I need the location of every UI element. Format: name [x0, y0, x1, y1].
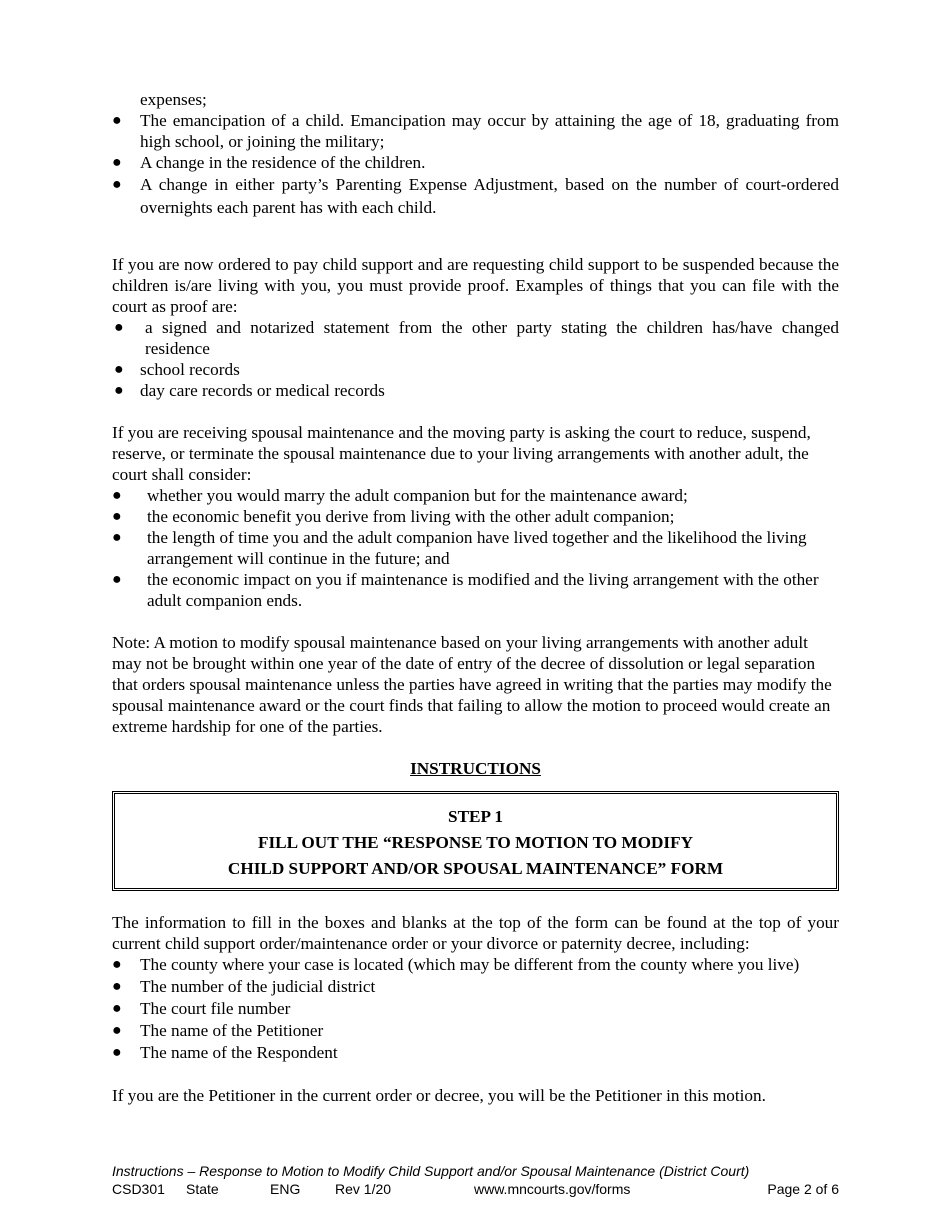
list-item: ● the economic impact on you if maintenance is modified and the living arrangement with the other adult companion ends. [112, 570, 819, 610]
note-paragraph: Note: A motion to modify spousal maintenance based on your living arrangements with another adult may not be brought within one year of the date of entry of the decree of dissolution or legal separation that orders spousal maintenance unless the parties have agreed in writing that the parties may modify the spousal maintenance award or the court finds that failing to allow the motion to proceed would create an extreme hardship for one of the parties. [112, 633, 832, 736]
bullet-icon: ● [112, 978, 122, 995]
list-item: ● A change in either party’s Parenting Expense Adjustment, based on the number of court-ordered overnights each parent has with each child. [112, 175, 839, 217]
list-item: ● The name of the Petitioner [112, 1021, 324, 1040]
bullet-icon: ● [112, 176, 122, 193]
footer-meta-row [112, 1180, 839, 1198]
list-item: ● school records [114, 360, 240, 379]
bullet-icon: ● [112, 154, 122, 171]
proof-list [112, 317, 839, 401]
list-item: ● a signed and notarized statement from the other party stating the children has/have changed residence [114, 318, 839, 358]
petitioner-paragraph: If you are the Petitioner in the current order or decree, you will be the Petitioner in this motion. [112, 1086, 766, 1105]
bullet-icon: ● [114, 319, 124, 336]
list-item: expenses; [140, 90, 207, 109]
page-number: Page 2 of 6 [767, 1181, 839, 1197]
jurisdiction: State [186, 1181, 219, 1197]
step-title-line-1: FILL OUT THE “RESPONSE TO MOTION TO MODIFY [257, 833, 694, 852]
step-number: STEP 1 [448, 807, 503, 826]
language: ENG [270, 1181, 301, 1197]
document-page [112, 89, 839, 1106]
list-item: ● the economic benefit you derive from living with the other adult companion; [112, 507, 675, 526]
list-item: ● whether you would marry the adult companion but for the maintenance award; [112, 486, 688, 505]
form-code: CSD301 [112, 1181, 165, 1197]
list-item: ● day care records or medical records [114, 381, 385, 400]
bullet-icon: ● [112, 487, 122, 504]
bullet-icon: ● [112, 529, 122, 546]
list-item: ● The county where your case is located (which may be different from the county where you live) [112, 955, 800, 974]
list-item: ● The number of the judicial district [112, 977, 376, 996]
spousal-consider-list [112, 485, 839, 611]
page-footer [112, 1162, 839, 1198]
footer-title: Instructions – Response to Motion to Modify Child Support and/or Spousal Maintenance (District Court) [112, 1163, 750, 1179]
info-paragraph: The information to fill in the boxes and blanks at the top of the form can be found at the top of your current child support order/maintenance order or your divorce or paternity decree, including: [112, 913, 839, 953]
bullet-icon: ● [114, 382, 124, 399]
step-title-line-2: CHILD SUPPORT AND/OR SPOUSAL MAINTENANCE” FORM [227, 859, 724, 878]
list-item: ● The name of the Respondent [112, 1043, 338, 1062]
spousal-paragraph: If you are receiving spousal maintenance and the moving party is asking the court to reduce, suspend, reserve, or terminate the spousal maintenance due to your living arrangements with another adult, the court shall consider: [112, 423, 811, 484]
top-bullet-list [112, 89, 839, 219]
bullet-icon: ● [112, 1000, 122, 1017]
bullet-icon: ● [112, 571, 122, 588]
revision: Rev 1/20 [335, 1181, 392, 1197]
bullet-icon: ● [112, 956, 122, 973]
list-item: ● The emancipation of a child. Emancipation may occur by attaining the age of 18, graduating from high school, or joining the military; [112, 111, 839, 151]
forms-url[interactable]: www.mncourts.gov/forms [474, 1181, 631, 1197]
bullet-icon: ● [112, 508, 122, 525]
bullet-icon: ● [114, 361, 124, 378]
bullet-icon: ● [112, 1044, 122, 1061]
proof-paragraph: If you are now ordered to pay child support and are requesting child support to be suspended because the children is/are living with you, you must provide proof. Examples of things that you can file with the court as proof are: [112, 255, 839, 316]
bullet-icon: ● [112, 112, 122, 129]
info-list [112, 954, 839, 1064]
bullet-icon: ● [112, 1022, 122, 1039]
list-item: ● The court file number [112, 999, 291, 1018]
list-item: ● the length of time you and the adult companion have lived together and the likelihood the living arrangement will continue in the future; and [112, 528, 807, 568]
step-1-box [112, 791, 839, 891]
list-item: ● A change in the residence of the children. [112, 153, 426, 172]
instructions-heading: INSTRUCTIONS [410, 759, 541, 778]
